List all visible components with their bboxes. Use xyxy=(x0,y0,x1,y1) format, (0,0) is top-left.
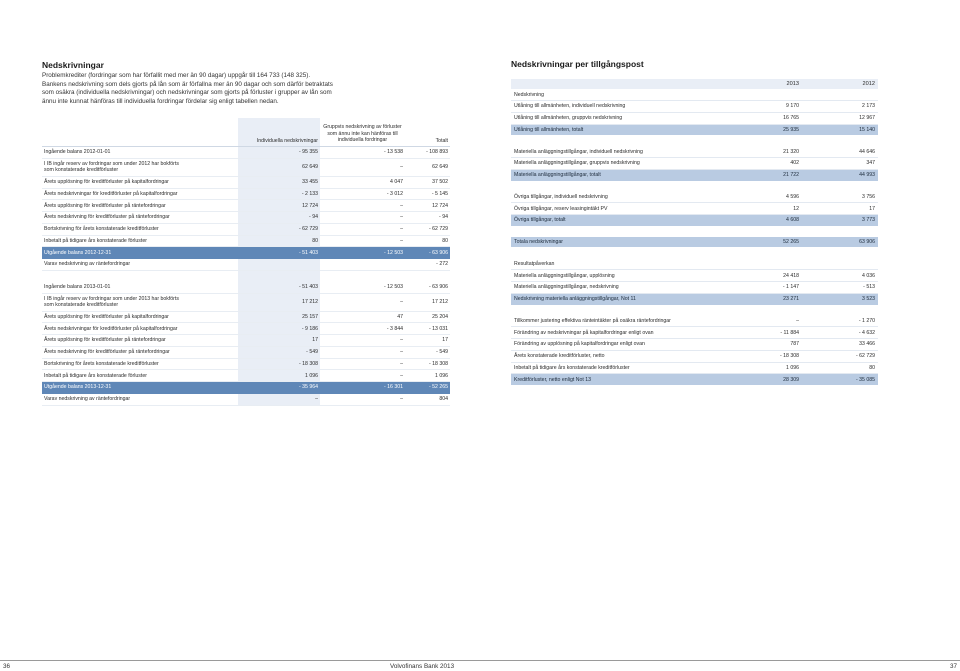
table-row: Förändring av upplösning på kapitalfordringar enligt ovan 787 33 466 xyxy=(511,338,878,350)
col-header-total: Totalt xyxy=(405,118,450,147)
table-row: Materiella anläggningstillgångar, gruppvis nedskrivning 402 347 xyxy=(511,157,878,169)
table-row-closing-balance: Utgående balans 2012-12-31 - 51 403 - 12 503 - 63 906 xyxy=(42,247,450,259)
table-row: Bortskrivning för årets konstaterade kreditförluster - 18 308 – - 18 308 xyxy=(42,358,450,370)
table-row: Övriga tillgångar, individuell nedskrivning 4 596 3 756 xyxy=(511,191,878,202)
year-header-row xyxy=(511,79,878,89)
table-row: I IB ingår reserv av fordringar som under 2012 har bokförts som konstaterade kreditförluster 62 649 – 62 649 xyxy=(42,158,450,176)
table-row: Materiella anläggningstillgångar, nedskrivning - 1 147 - 513 xyxy=(511,281,878,293)
table-row: Årets nedskrivningar för kreditförluster på kapitalfordringar - 9 186 - 3 844 - 13 031 xyxy=(42,323,450,335)
table-row: Årets upplösning för kreditförluster på kapitalfordringar 33 455 4 047 37 502 xyxy=(42,176,450,188)
table-row-total: Övriga tillgångar, totalt 4 608 3 773 xyxy=(511,214,878,225)
intro-line: Bankens nedskrivning som dels gjorts på lån som är förfallna mer än 90 dagar och som därför betraktats xyxy=(42,80,333,88)
table-row-total: Kreditförluster, netto enligt Not 13 28 309 - 35 085 xyxy=(511,374,878,385)
page-number-right: 37 xyxy=(949,663,957,670)
table-row-grand-total: Totala nedskrivningar 52 265 63 906 xyxy=(511,237,878,248)
intro-paragraph xyxy=(42,72,342,106)
impairment-table xyxy=(42,118,450,406)
table-row: Inbetalt på tidigare års konstaterade förluster 80 – 80 xyxy=(42,235,450,247)
table-row: Ingående balans 2012-01-01 - 95 355 - 13 538 - 108 893 xyxy=(42,147,450,159)
table-row: Förändring av nedskrivningar på kapitalfordringar enligt ovan - 11 884 - 4 632 xyxy=(511,327,878,339)
table-row: Ingående balans 2013-01-01 - 51 403 - 12 503 - 63 906 xyxy=(42,282,450,293)
table-row: Årets nedskrivningar för kreditförluster på kapitalfordringar - 2 133 - 3 012 - 5 145 xyxy=(42,188,450,200)
table-row-total: Utlåning till allmänheten, totalt 25 935 15 140 xyxy=(511,124,878,135)
table-row: Årets upplösning för kreditförluster på kapitalfordringar 25 157 47 25 204 xyxy=(42,311,450,323)
table-row: I IB ingår reserv av fordringar som under 2013 har bokförts som konstaterade kreditförluster 17 212 – 17 212 xyxy=(42,293,450,311)
section-title: Nedskrivningar xyxy=(42,60,104,70)
col-header-group: Gruppvis nedskrivning av förluster som ännu inte kan hänföras till individuella fordringar xyxy=(320,118,405,147)
table-row: Tillkommer justering effektiva ränteintäkter på osäkra räntefordringar – - 1 270 xyxy=(511,315,878,326)
table-row: Materiella anläggningstillgångar, individuell nedskrivning 21 320 44 646 xyxy=(511,146,878,157)
table-row: Övriga tillgångar, reserv leasingintäkt PV 12 17 xyxy=(511,203,878,215)
table-row: Årets nedskrivning för kreditförluster på räntefordringar - 94 – - 94 xyxy=(42,212,450,224)
table-header-row xyxy=(42,118,450,147)
table-row: Materiella anläggningstillgångar, upplösning 24 418 4 036 xyxy=(511,270,878,282)
subheading-row: Nedskrivning xyxy=(511,89,878,101)
table-row-total: Nedskrivning materiella anläggningstillgångar, Not 11 23 271 3 523 xyxy=(511,293,878,304)
footer-publication: Volvofinans Bank 2013 xyxy=(390,663,455,670)
left-section xyxy=(42,60,452,106)
asset-impairment-table xyxy=(511,79,878,385)
table-row: Inbetalt på tidigare års konstaterade kreditförluster 1 096 80 xyxy=(511,362,878,374)
table-row: Årets upplösning för kreditförluster på räntefordringar 17 – 17 xyxy=(42,335,450,347)
table-row-closing-balance: Utgående balans 2013-12-31 - 35 964 - 16 301 - 52 265 xyxy=(42,382,450,394)
year-header: 2012 xyxy=(802,79,878,89)
spacer-row xyxy=(42,270,450,282)
page-number-left: 36 xyxy=(3,663,11,670)
page-footer xyxy=(0,660,960,671)
spacer-row xyxy=(511,181,878,192)
spacer-row xyxy=(511,226,878,237)
table-row: Årets upplösning för kreditförluster på räntefordringar 12 724 – 12 724 xyxy=(42,200,450,212)
section-title: Nedskrivningar per tillgångspost xyxy=(511,59,644,69)
year-header: 2013 xyxy=(736,79,802,89)
table-row: Utlåning till allmänheten, gruppvis nedskrivning 16 765 12 967 xyxy=(511,112,878,124)
spacer-row xyxy=(511,247,878,258)
table-row: Inbetalt på tidigare års konstaterade förluster 1 096 – 1 096 xyxy=(42,370,450,382)
col-header-individual: Individuella nedskrivningar xyxy=(238,118,320,147)
table-row: Bortskrivning för årets konstaterade kreditförluster - 62 729 – - 62 729 xyxy=(42,223,450,235)
spacer-row xyxy=(511,135,878,146)
subheading-row: Resultatpåverkan xyxy=(511,258,878,270)
table-row-total: Materiella anläggningstillgångar, totalt 21 722 44 993 xyxy=(511,169,878,180)
intro-line: ännu inte kunnat hänföras till individuella fordringar fördelar sig enligt tabellen nedan. xyxy=(42,97,279,105)
table-row: Varav nedskrivning av räntefordringar – – 804 xyxy=(42,393,450,405)
table-row: Årets konstaterade kreditförluster, netto - 18 308 - 62 729 xyxy=(511,350,878,362)
intro-line: som osäkra (individuella nedskrivningar) och nedskrivningar som gjorts på förluster i grupper av lån som xyxy=(42,89,332,97)
spacer-row xyxy=(511,305,878,316)
intro-line: Problemkrediter (fordringar som har förfallit med mer än 90 dagar) uppgår till 164 733 (148 325). xyxy=(42,72,311,79)
table-row: Varav nedskrivning av räntefordringar - 272 xyxy=(42,259,450,271)
table-row: Utlåning till allmänheten, individuell nedskrivning 9 170 2 173 xyxy=(511,101,878,113)
table-row: Årets nedskrivning för kreditförluster på räntefordringar - 549 – - 549 xyxy=(42,346,450,358)
